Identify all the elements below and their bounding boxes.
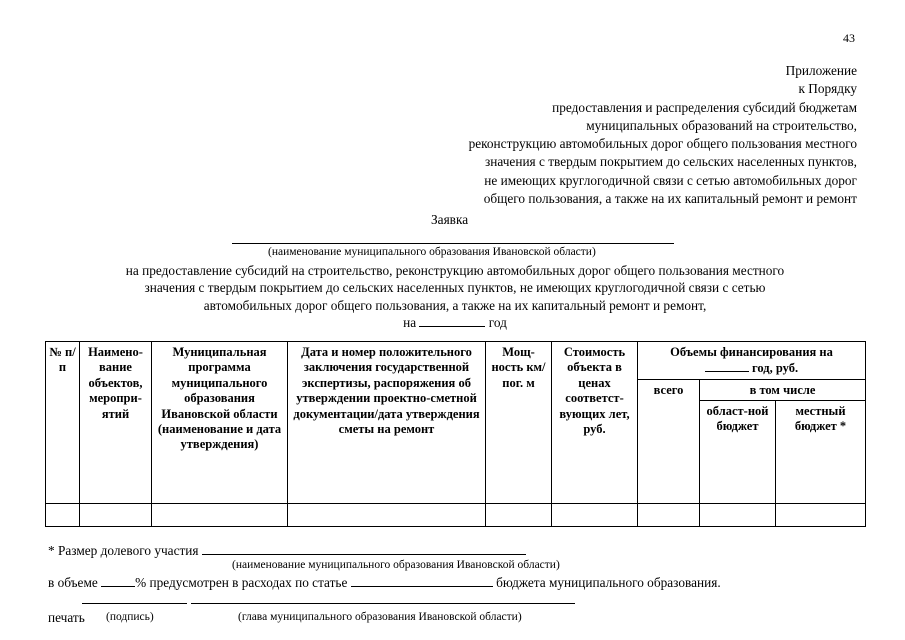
appendix-line: предоставления и распределения субсидий бюджетам (552, 99, 857, 115)
header-regional: област-ной бюджет (700, 401, 776, 504)
year-prefix: на (403, 314, 417, 330)
appendix-line: не имеющих круглогодичной связи с сетью автомобильных дорог (484, 172, 857, 188)
table-cell (638, 504, 700, 527)
municipality-blank-line (232, 243, 674, 244)
table-cell (288, 504, 486, 527)
share-blank (202, 542, 526, 555)
appendix-line: реконструкцию автомобильных дорог общего пользования местного (468, 136, 857, 152)
purpose-line: автомобильных дорог общего пользования, а также на их капитальный ремонт и ремонт, (203, 297, 707, 313)
header-program: Муниципальная программа муниципального образования Ивановской области (наименование и дата утверждения) (152, 342, 288, 504)
table-cell (700, 504, 776, 527)
volume-suffix: бюджета муниципального образования. (496, 575, 721, 590)
header-local: местный бюджет * (776, 401, 866, 504)
table-cell (46, 504, 80, 527)
header-funding (638, 342, 866, 380)
volume-percent-blank (101, 574, 135, 587)
year-line (60, 314, 850, 331)
appendix-line: к Порядку (798, 81, 857, 97)
table-cell (486, 504, 552, 527)
head-blank-line (191, 603, 575, 604)
share-line (48, 542, 526, 559)
volume-mid: % предусмотрен в расходах по статье (135, 575, 348, 590)
table-row (46, 504, 866, 527)
share-label: * Размер долевого участия (48, 543, 199, 558)
volume-prefix: в объеме (48, 575, 98, 590)
appendix-block (337, 62, 857, 208)
volume-article-blank (351, 574, 493, 587)
header-including: в том числе (700, 380, 866, 401)
year-blank (419, 315, 485, 327)
funding-suffix: год, руб. (752, 361, 799, 376)
application-purpose (60, 262, 850, 331)
header-num: № п/п (46, 342, 80, 504)
header-capacity: Мощ-ность км/пог. м (486, 342, 552, 504)
signature-caption: (подпись) (106, 611, 154, 623)
stamp-label: печать (48, 610, 85, 625)
purpose-line: значения с твердым покрытием до сельских населенных пунктов, не имеющих круглогодичной связи с сетью (144, 280, 766, 296)
funding-prefix: Объемы финансирования на (670, 345, 833, 359)
appendix-line: Приложение (785, 63, 857, 78)
appendix-line: значения с твердым покрытием до сельских населенных пунктов, (485, 154, 857, 170)
page-number: 43 (843, 31, 855, 45)
share-caption: (наименование муниципального образования Ивановской области) (232, 559, 560, 571)
municipality-caption: (наименование муниципального образования Ивановской области) (268, 246, 596, 258)
funding-table (45, 341, 866, 527)
table-cell (152, 504, 288, 527)
signature-blank-line (82, 603, 187, 604)
header-name: Наимено-вание объектов, меропри-ятий (80, 342, 152, 504)
volume-line (48, 574, 721, 591)
appendix-line: общего пользования, а также на их капитальный ремонт и ремонт (483, 191, 857, 207)
head-caption: (глава муниципального образования Ивановской области) (238, 611, 522, 623)
application-title: Заявка (431, 212, 469, 227)
year-suffix: год (488, 314, 507, 330)
header-expertise: Дата и номер положительного заключения государственной экспертизы, распоряжения об утверждении проектно-сметной документации/дата утверждения сметы на ремонт (288, 342, 486, 504)
funding-year-blank (705, 360, 749, 372)
table-cell (80, 504, 152, 527)
appendix-line: муниципальных образований на строительство, (586, 117, 857, 133)
table-cell (776, 504, 866, 527)
header-total: всего (638, 380, 700, 504)
header-cost: Стоимость объекта в ценах соответст-вующих лет, руб. (552, 342, 638, 504)
table-cell (552, 504, 638, 527)
purpose-line: на предоставление субсидий на строительство, реконструкцию автомобильных дорог общего пользования местного (125, 263, 785, 278)
